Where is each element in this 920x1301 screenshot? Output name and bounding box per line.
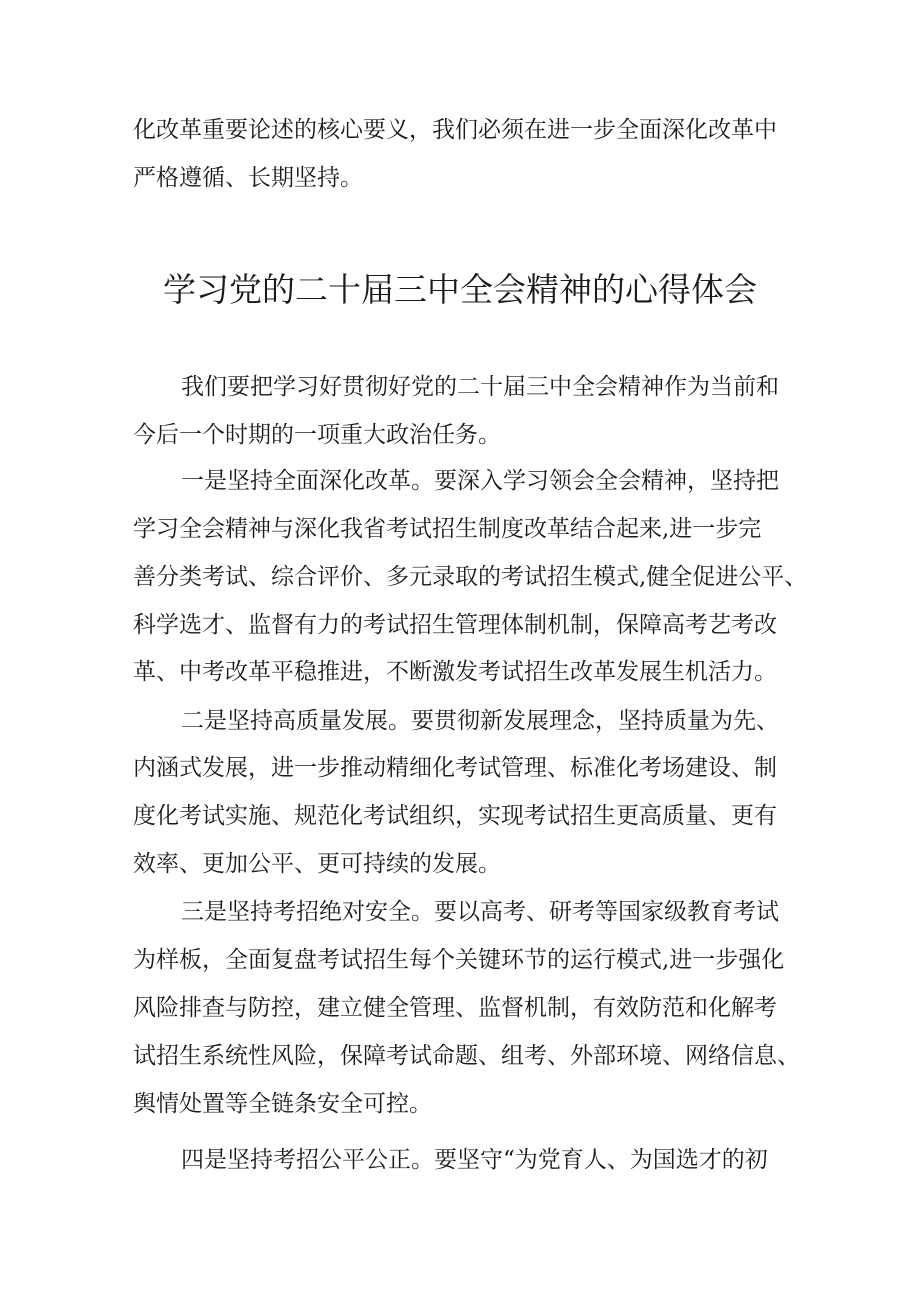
paragraph-line: 一是坚持全面深化改革。要深入学习领会全会精神，坚持把 bbox=[181, 468, 779, 494]
paragraph-line: 四是坚持考招公平公正。要坚守“为党育人、为国选才的初 bbox=[181, 1147, 768, 1173]
paragraph-line: 革、中考改革平稳推进，不断激发考试招生改革发展生机活力。 bbox=[133, 659, 777, 685]
paragraph-line: 度化考试实施、规范化考试组织，实现考试招生更高质量、更有 bbox=[133, 803, 777, 829]
paragraph-line: 科学选才、监督有力的考试招生管理体制机制，保障高考艺考改 bbox=[133, 612, 777, 638]
paragraph-line: 二是坚持高质量发展。要贯彻新发展理念，坚持质量为先、 bbox=[181, 708, 779, 734]
paragraph-line: 学习全会精神与深化我省考试招生制度改革结合起来,进一步完 bbox=[133, 516, 762, 542]
paragraph-line: 三是坚持考招绝对安全。要以高考、研考等国家级教育考试 bbox=[181, 899, 779, 925]
paragraph-line: 内涵式发展，进一步推动精细化考试管理、标准化考场建设、制 bbox=[133, 755, 777, 781]
intro-line: 严格遵循、长期坚持。 bbox=[133, 165, 363, 191]
paragraph-line: 试招生系统性风险，保障考试命题、组考、外部环境、网络信息、 bbox=[133, 1043, 800, 1069]
paragraph-line: 今后一个时期的一项重大政治任务。 bbox=[133, 422, 501, 448]
paragraph-line: 效率、更加公平、更可持续的发展。 bbox=[133, 851, 501, 877]
intro-line: 化改革重要论述的核心要义，我们必须在进一步全面深化改革中 bbox=[133, 117, 777, 143]
paragraph-line: 风险排查与防控，建立健全管理、监督机制，有效防范和化解考 bbox=[133, 995, 777, 1021]
paragraph-line: 舆情处置等全链条安全可控。 bbox=[133, 1091, 432, 1117]
paragraph-line: 善分类考试、综合评价、多元录取的考试招生模式,健全促进公平、 bbox=[133, 564, 808, 590]
paragraph-line: 为样板，全面复盘考试招生每个关键环节的运行模式,进一步强化 bbox=[133, 947, 785, 973]
paragraph-line: 我们要把学习好贯彻好党的二十届三中全会精神作为当前和 bbox=[181, 374, 779, 400]
document-title: 学习党的二十届三中全会精神的心得体会 bbox=[163, 270, 757, 309]
